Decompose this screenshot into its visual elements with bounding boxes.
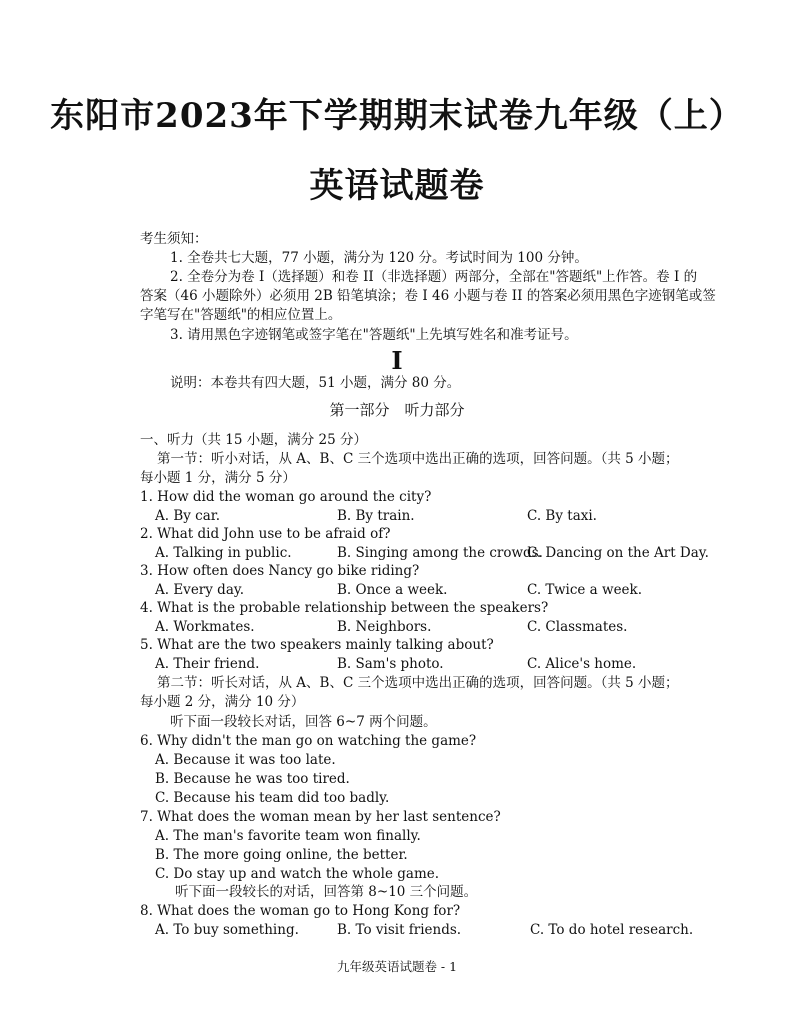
option-a: A. By car. [155, 508, 221, 524]
option-c: C. Dancing on the Art Day. [527, 545, 709, 561]
option-c: C. Alice's home. [527, 656, 637, 672]
option-a: A. Their friend. [155, 656, 260, 672]
option-b: B. Singing among the crowds. [337, 545, 543, 561]
option-b: B. Neighbors. [337, 619, 432, 635]
notice-item-3: 3. 请用黑色字迹钢笔或签字笔在"答题纸"上先填写姓名和准考证号。 [170, 327, 578, 343]
dialog-note-1: 听下面一段较长对话，回答 6~7 两个问题。 [170, 714, 437, 730]
question-1: 1. How did the woman go around the city? [140, 489, 432, 505]
notice-item-2-line-3: 字笔写在"答题纸"的相应位置上。 [140, 307, 342, 323]
question-5: 5. What are the two speakers mainly talking about? [140, 637, 494, 653]
subsection-1-line-1: 第一节：听小对话，从 A、B、C 三个选项中选出正确的选项，回答问题。（共 5 小题； [157, 451, 679, 467]
option-c: C. To do hotel research. [530, 922, 694, 938]
option-a: A. Because it was too late. [155, 752, 336, 768]
question-8: 8. What does the woman go to Hong Kong for? [140, 903, 461, 919]
option-a: A. Every day. [155, 582, 244, 598]
option-a: A. Workmates. [155, 619, 255, 635]
option-b: B. To visit friends. [337, 922, 462, 938]
notice-item-2-line-1: 2. 全卷分为卷 I（选择题）和卷 II（非选择题）两部分，全部在"答题纸"上作答。卷 I 的 [170, 269, 698, 285]
page-title: 东阳市2023年下学期期末试卷九年级（上） [50, 96, 744, 136]
question-2: 2. What did John use to be afraid of? [140, 526, 391, 542]
subsection-2-line-1: 第二节：听长对话，从 A、B、C 三个选项中选出正确的选项，回答问题。（共 5 小题； [157, 675, 679, 691]
option-a: A. Talking in public. [155, 545, 292, 561]
option-a: A. The man's favorite team won finally. [155, 828, 421, 844]
option-b: B. Sam's photo. [337, 656, 444, 672]
option-c: C. Because his team did too badly. [155, 790, 390, 806]
option-a: A. To buy something. [155, 922, 299, 938]
question-3: 3. How often does Nancy go bike riding? [140, 563, 420, 579]
option-c: C. Classmates. [527, 619, 628, 635]
volume-note: 说明：本卷共有四大题，51 小题，满分 80 分。 [170, 375, 461, 391]
option-c: C. Twice a week. [527, 582, 643, 598]
notice-item-1: 1. 全卷共七大题，77 小题，满分为 120 分。考试时间为 100 分钟。 [170, 250, 588, 266]
notice-item-2-line-2: 答案（46 小题除外）必须用 2B 铅笔填涂；卷 I 46 小题与卷 II 的答案必须用黑色字迹钢笔或签 [140, 288, 716, 304]
option-b: B. Because he was too tired. [155, 771, 350, 787]
volume-numeral: I [391, 346, 403, 375]
option-b: B. By train. [337, 508, 415, 524]
question-7: 7. What does the woman mean by her last sentence? [140, 809, 501, 825]
subsection-2-line-2: 每小题 2 分，满分 10 分） [140, 694, 305, 710]
option-b: B. The more going online, the better. [155, 847, 408, 863]
question-6: 6. Why didn't the man go on watching the game? [140, 733, 477, 749]
notice-heading: 考生须知： [140, 231, 208, 247]
subsection-1-line-2: 每小题 1 分，满分 5 分） [140, 470, 296, 486]
subject-title: 英语试题卷 [309, 166, 485, 206]
part-title: 第一部分 听力部分 [329, 401, 465, 419]
question-4: 4. What is the probable relationship between the speakers? [140, 600, 549, 616]
dialog-note-2: 听下面一段较长的对话，回答第 8~10 三个问题。 [175, 884, 478, 900]
option-c: C. Do stay up and watch the whole game. [155, 866, 440, 882]
page-footer: 九年级英语试题卷 - 1 [336, 959, 458, 974]
option-c: C. By taxi. [527, 508, 597, 524]
option-b: B. Once a week. [337, 582, 448, 598]
section-title: 一、听力（共 15 小题，满分 25 分） [140, 432, 368, 448]
